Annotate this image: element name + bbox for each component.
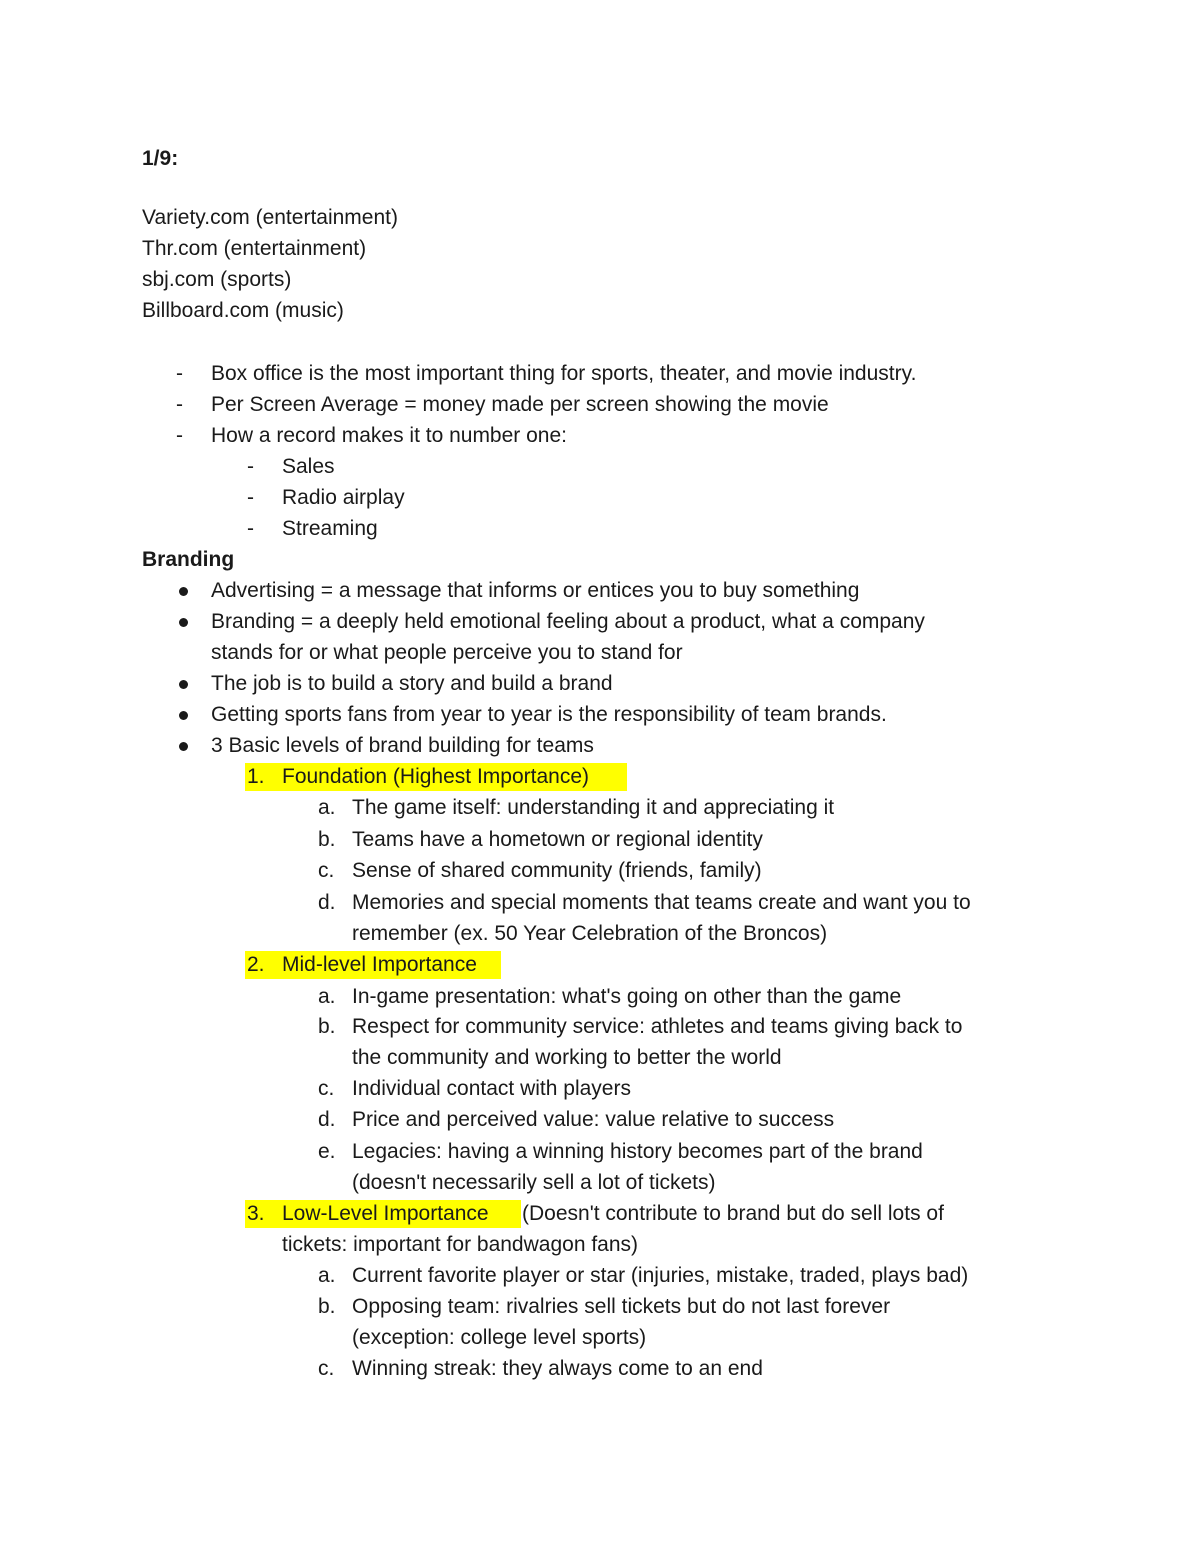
date-heading: 1/9: (142, 147, 179, 170)
source-line: Thr.com (entertainment) (142, 237, 367, 260)
level-number: 3. (247, 1202, 265, 1225)
list-item-continued: (doesn't necessarily sell a lot of tickets) (352, 1171, 716, 1194)
item-letter: a. (318, 796, 336, 819)
item-letter: c. (318, 1077, 335, 1100)
dash-marker: - (176, 424, 183, 447)
list-item: Opposing team: rivalries sell tickets but do not last forever (352, 1295, 891, 1318)
list-item: Teams have a hometown or regional identity (352, 828, 763, 851)
list-item: Box office is the most important thing for sports, theater, and movie industry. (211, 362, 917, 385)
list-item: Streaming (282, 517, 378, 540)
level-number: 2. (247, 953, 265, 976)
dash-marker: - (247, 455, 254, 478)
item-letter: b. (318, 1295, 336, 1318)
level-title-note-continued: tickets: important for bandwagon fans) (282, 1233, 639, 1256)
dash-marker: - (176, 362, 183, 385)
level-title: Foundation (Highest Importance) (282, 765, 589, 788)
item-letter: a. (318, 1264, 336, 1287)
list-item: Legacies: having a winning history becomes part of the brand (352, 1140, 923, 1163)
list-item: Sense of shared community (friends, family) (352, 859, 762, 882)
list-item: Getting sports fans from year to year is the responsibility of team brands. (211, 703, 887, 726)
list-item: Branding = a deeply held emotional feeling about a product, what a company (211, 610, 925, 633)
list-item: Individual contact with players (352, 1077, 631, 1100)
list-item: Advertising = a message that informs or entices you to buy something (211, 579, 860, 602)
bullet-dot-icon (179, 680, 188, 689)
list-item: The job is to build a story and build a brand (211, 672, 613, 695)
dash-marker: - (247, 517, 254, 540)
source-line: sbj.com (sports) (142, 268, 292, 291)
bullet-dot-icon (179, 618, 188, 627)
branding-heading: Branding (142, 548, 235, 571)
list-item-continued: stands for or what people perceive you to stand for (211, 641, 683, 664)
list-item: Memories and special moments that teams create and want you to (352, 891, 971, 914)
item-letter: a. (318, 985, 336, 1008)
item-letter: c. (318, 1357, 335, 1380)
list-item-continued: remember (ex. 50 Year Celebration of the Broncos) (352, 922, 828, 945)
level-title: Low-Level Importance (282, 1202, 489, 1225)
list-item-continued: the community and working to better the world (352, 1046, 782, 1069)
list-item-continued: (exception: college level sports) (352, 1326, 647, 1349)
item-letter: c. (318, 859, 335, 882)
list-item: Sales (282, 455, 335, 478)
level-title: Mid-level Importance (282, 953, 477, 976)
dash-marker: - (176, 393, 183, 416)
item-letter: b. (318, 828, 336, 851)
item-letter: d. (318, 1108, 336, 1131)
item-letter: d. (318, 891, 336, 914)
bullet-dot-icon (179, 742, 188, 751)
list-item: Current favorite player or star (injuries, mistake, traded, plays bad) (352, 1264, 969, 1287)
dash-marker: - (247, 486, 254, 509)
list-item: The game itself: understanding it and appreciating it (352, 796, 835, 819)
bullet-dot-icon (179, 711, 188, 720)
item-letter: e. (318, 1140, 336, 1163)
list-item: In-game presentation: what's going on other than the game (352, 985, 902, 1008)
item-letter: b. (318, 1015, 336, 1038)
list-item: How a record makes it to number one: (211, 424, 567, 447)
list-item: Per Screen Average = money made per screen showing the movie (211, 393, 829, 416)
list-item: Radio airplay (282, 486, 405, 509)
source-line: Billboard.com (music) (142, 299, 344, 322)
source-line: Variety.com (entertainment) (142, 206, 398, 229)
list-item: Winning streak: they always come to an end (352, 1357, 763, 1380)
list-item: Respect for community service: athletes and teams giving back to (352, 1015, 963, 1038)
list-item: Price and perceived value: value relative to success (352, 1108, 835, 1131)
list-item: 3 Basic levels of brand building for teams (211, 734, 594, 757)
level-number: 1. (247, 765, 265, 788)
level-title-note: (Doesn't contribute to brand but do sell lots of (522, 1202, 944, 1225)
bullet-dot-icon (179, 587, 188, 596)
